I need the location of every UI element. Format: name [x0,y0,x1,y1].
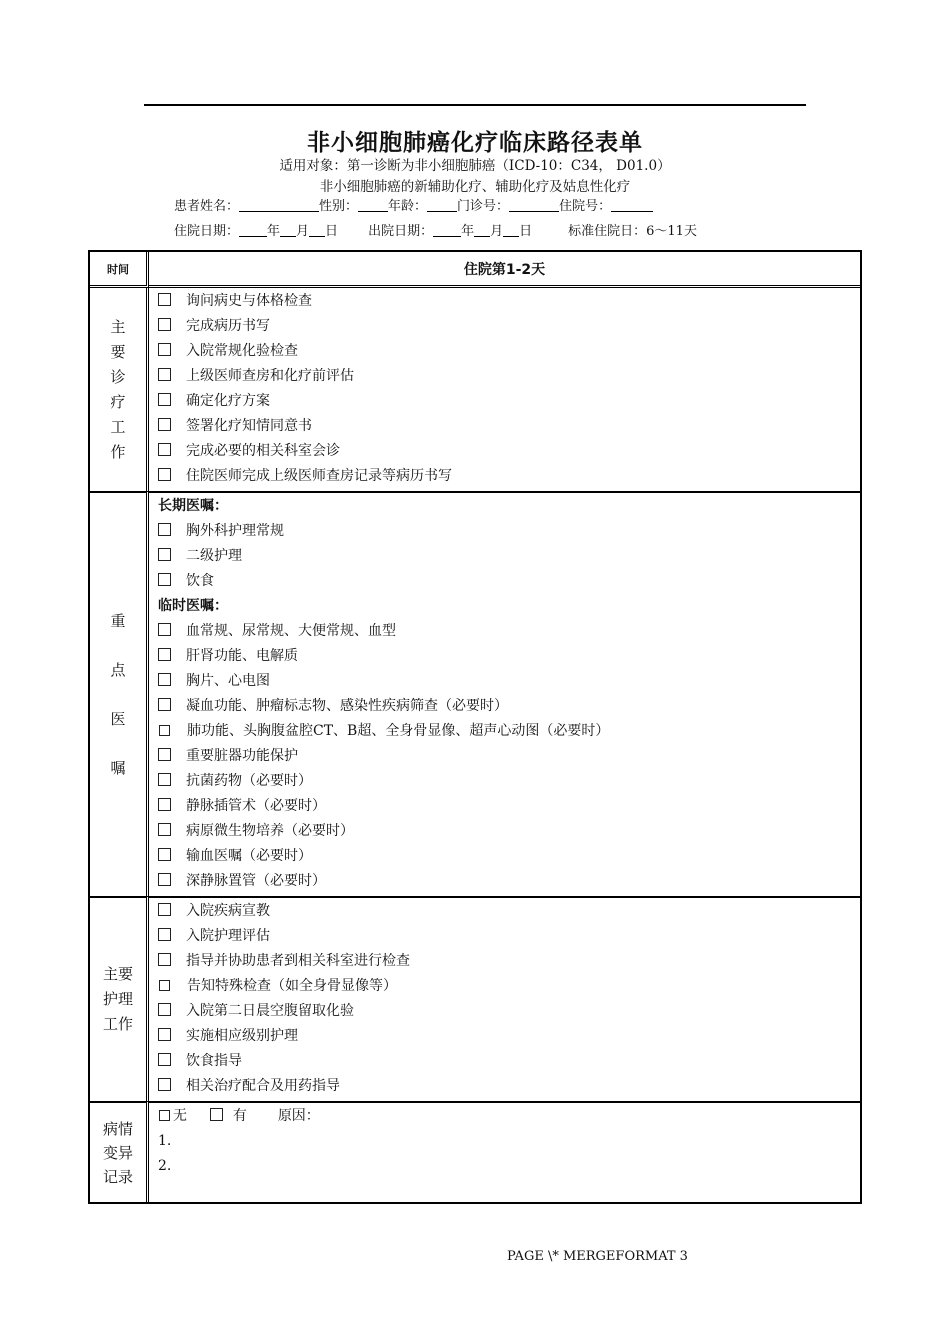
key-orders-items [149,491,860,896]
long-term-orders-heading: 长期医嘱： [158,498,228,514]
checkbox[interactable] [158,623,171,636]
variation-line-2: 2. [158,1158,172,1174]
list-item: 抗菌药物（必要时） [158,769,860,794]
section-label-key-orders: 重 点 医 嘱 [90,491,149,896]
applicable-subjects: 适用对象：第一诊断为非小细胞肺癌（ICD-10：C34， D01.0） [279,158,671,174]
clinical-pathway-table [88,250,862,1204]
checkbox[interactable] [158,548,171,561]
discharge-date-label: 出院日期： [368,224,434,239]
checkbox[interactable] [159,980,170,991]
list-item: 血常规、尿常规、大便常规、血型 [158,619,860,644]
table-header-row [90,252,860,288]
checkbox[interactable] [158,1003,171,1016]
page-title: 非小细胞肺癌化疗临床路径表单 [307,130,643,156]
list-item: 入院疾病宣教 [158,899,860,924]
list-item: 确定化疗方案 [158,389,860,414]
diagnosis-treatment-items [149,288,860,491]
temporary-orders-heading: 临时医嘱： [158,598,228,614]
admit-day-field[interactable] [309,223,325,237]
patient-name-field[interactable] [239,198,319,212]
list-item: 住院医师完成上级医师查房记录等病历书写 [158,464,860,489]
list-item: 肝肾功能、电解质 [158,644,860,669]
list-item: 二级护理 [158,544,860,569]
discharge-year-field[interactable] [433,223,461,237]
checkbox[interactable] [158,1053,171,1066]
checkbox[interactable] [158,873,171,886]
sex-field[interactable] [358,198,388,212]
patient-name-label: 患者姓名： [174,199,240,214]
checkbox[interactable] [158,748,171,761]
inpatient-no-field[interactable] [611,198,653,212]
discharge-day-field[interactable] [503,223,519,237]
reason-label: 原因： [277,1108,320,1124]
list-item: 深静脉置管（必要时） [158,869,860,894]
checkbox[interactable] [159,725,170,736]
list-item: 签署化疗知情同意书 [158,414,860,439]
age-label: 年龄： [388,199,428,214]
admit-year-field[interactable] [239,223,267,237]
clinic-no-field[interactable] [509,198,559,212]
checkbox[interactable] [158,293,171,306]
clinic-no-label: 门诊号： [457,199,510,214]
checkbox[interactable] [158,648,171,661]
checkbox[interactable] [158,928,171,941]
checkbox[interactable] [158,393,171,406]
section-label-diagnosis-treatment: 主 要 诊 疗 工 作 [90,288,149,491]
checkbox[interactable] [158,798,171,811]
checkbox[interactable] [158,573,171,586]
checkbox[interactable] [158,673,171,686]
list-item: 饮食指导 [158,1049,860,1074]
variation-record-items [149,1101,860,1202]
list-item: 入院常规化验检查 [158,339,860,364]
list-item: 胸外科护理常规 [158,519,860,544]
header-rule [144,104,806,106]
checkbox[interactable] [158,1028,171,1041]
checkbox[interactable] [158,848,171,861]
list-item: 入院护理评估 [158,924,860,949]
list-item: 肺功能、头胸腹盆腔CT、B超、全身骨显像、超声心动图（必要时） [158,719,860,744]
day-header: 住院第1-2天 [149,252,860,288]
checkbox[interactable] [158,468,171,481]
table-row [90,288,860,491]
none-checkbox[interactable] [159,1110,170,1121]
checkbox[interactable] [158,903,171,916]
list-item: 指导并协助患者到相关科室进行检查 [158,949,860,974]
sex-label: 性别： [319,199,359,214]
variation-line-1: 1. [158,1133,172,1149]
list-item: 静脉插管术（必要时） [158,794,860,819]
checkbox[interactable] [158,368,171,381]
none-label: 无 [173,1108,187,1124]
list-item: 完成必要的相关科室会诊 [158,439,860,464]
list-item: 上级医师查房和化疗前评估 [158,364,860,389]
time-header: 时间 [90,252,149,288]
list-item: 病原微生物培养（必要时） [158,819,860,844]
list-item: 重要脏器功能保护 [158,744,860,769]
table-row [90,896,860,1101]
checkbox[interactable] [158,523,171,536]
list-item: 输血医嘱（必要时） [158,844,860,869]
list-item: 入院第二日晨空腹留取化验 [158,999,860,1024]
standard-stay: 标准住院日：6～11天 [568,224,697,239]
discharge-month-field[interactable] [474,223,490,237]
nursing-work-items [149,896,860,1101]
table-row [90,491,860,896]
checkbox[interactable] [158,953,171,966]
list-item: 饮食 [158,569,860,594]
section-label-nursing-work: 主要 护理 工作 [90,896,149,1101]
checkbox[interactable] [158,823,171,836]
date-info-line [174,220,697,239]
variation-options [158,1104,860,1129]
list-item: 告知特殊检查（如全身骨显像等） [158,974,860,999]
year-unit: 年 [461,224,475,239]
month-unit: 月 [490,224,504,239]
year-unit: 年 [267,224,281,239]
yes-label: 有 [232,1108,247,1124]
list-item: 完成病历书写 [158,314,860,339]
checkbox[interactable] [158,318,171,331]
checkbox[interactable] [158,418,171,431]
admit-date-label: 住院日期： [174,224,240,239]
age-field[interactable] [427,198,457,212]
page-field-code: PAGE \* MERGEFORMAT 3 [507,1249,688,1264]
checkbox[interactable] [158,698,171,711]
admit-month-field[interactable] [280,223,296,237]
checkbox[interactable] [158,773,171,786]
list-item: 凝血功能、肿瘤标志物、感染性疾病筛查（必要时） [158,694,860,719]
day-unit: 日 [519,224,533,239]
section-label-variation-record: 病情 变异 记录 [90,1101,149,1202]
patient-info-line [174,195,653,214]
list-item: 实施相应级别护理 [158,1024,860,1049]
list-item: 胸片、心电图 [158,669,860,694]
chemotherapy-types: 非小细胞肺癌的新辅助化疗、辅助化疗及姑息性化疗 [319,179,631,195]
inpatient-no-label: 住院号： [559,199,612,214]
checkbox[interactable] [158,443,171,456]
list-item: 询问病史与体格检查 [158,289,860,314]
list-item: 相关治疗配合及用药指导 [158,1074,860,1099]
checkbox[interactable] [158,343,171,356]
table-row [90,1101,860,1202]
yes-checkbox[interactable] [210,1108,223,1121]
month-unit: 月 [296,224,310,239]
checkbox[interactable] [158,1078,171,1091]
day-unit: 日 [325,224,339,239]
